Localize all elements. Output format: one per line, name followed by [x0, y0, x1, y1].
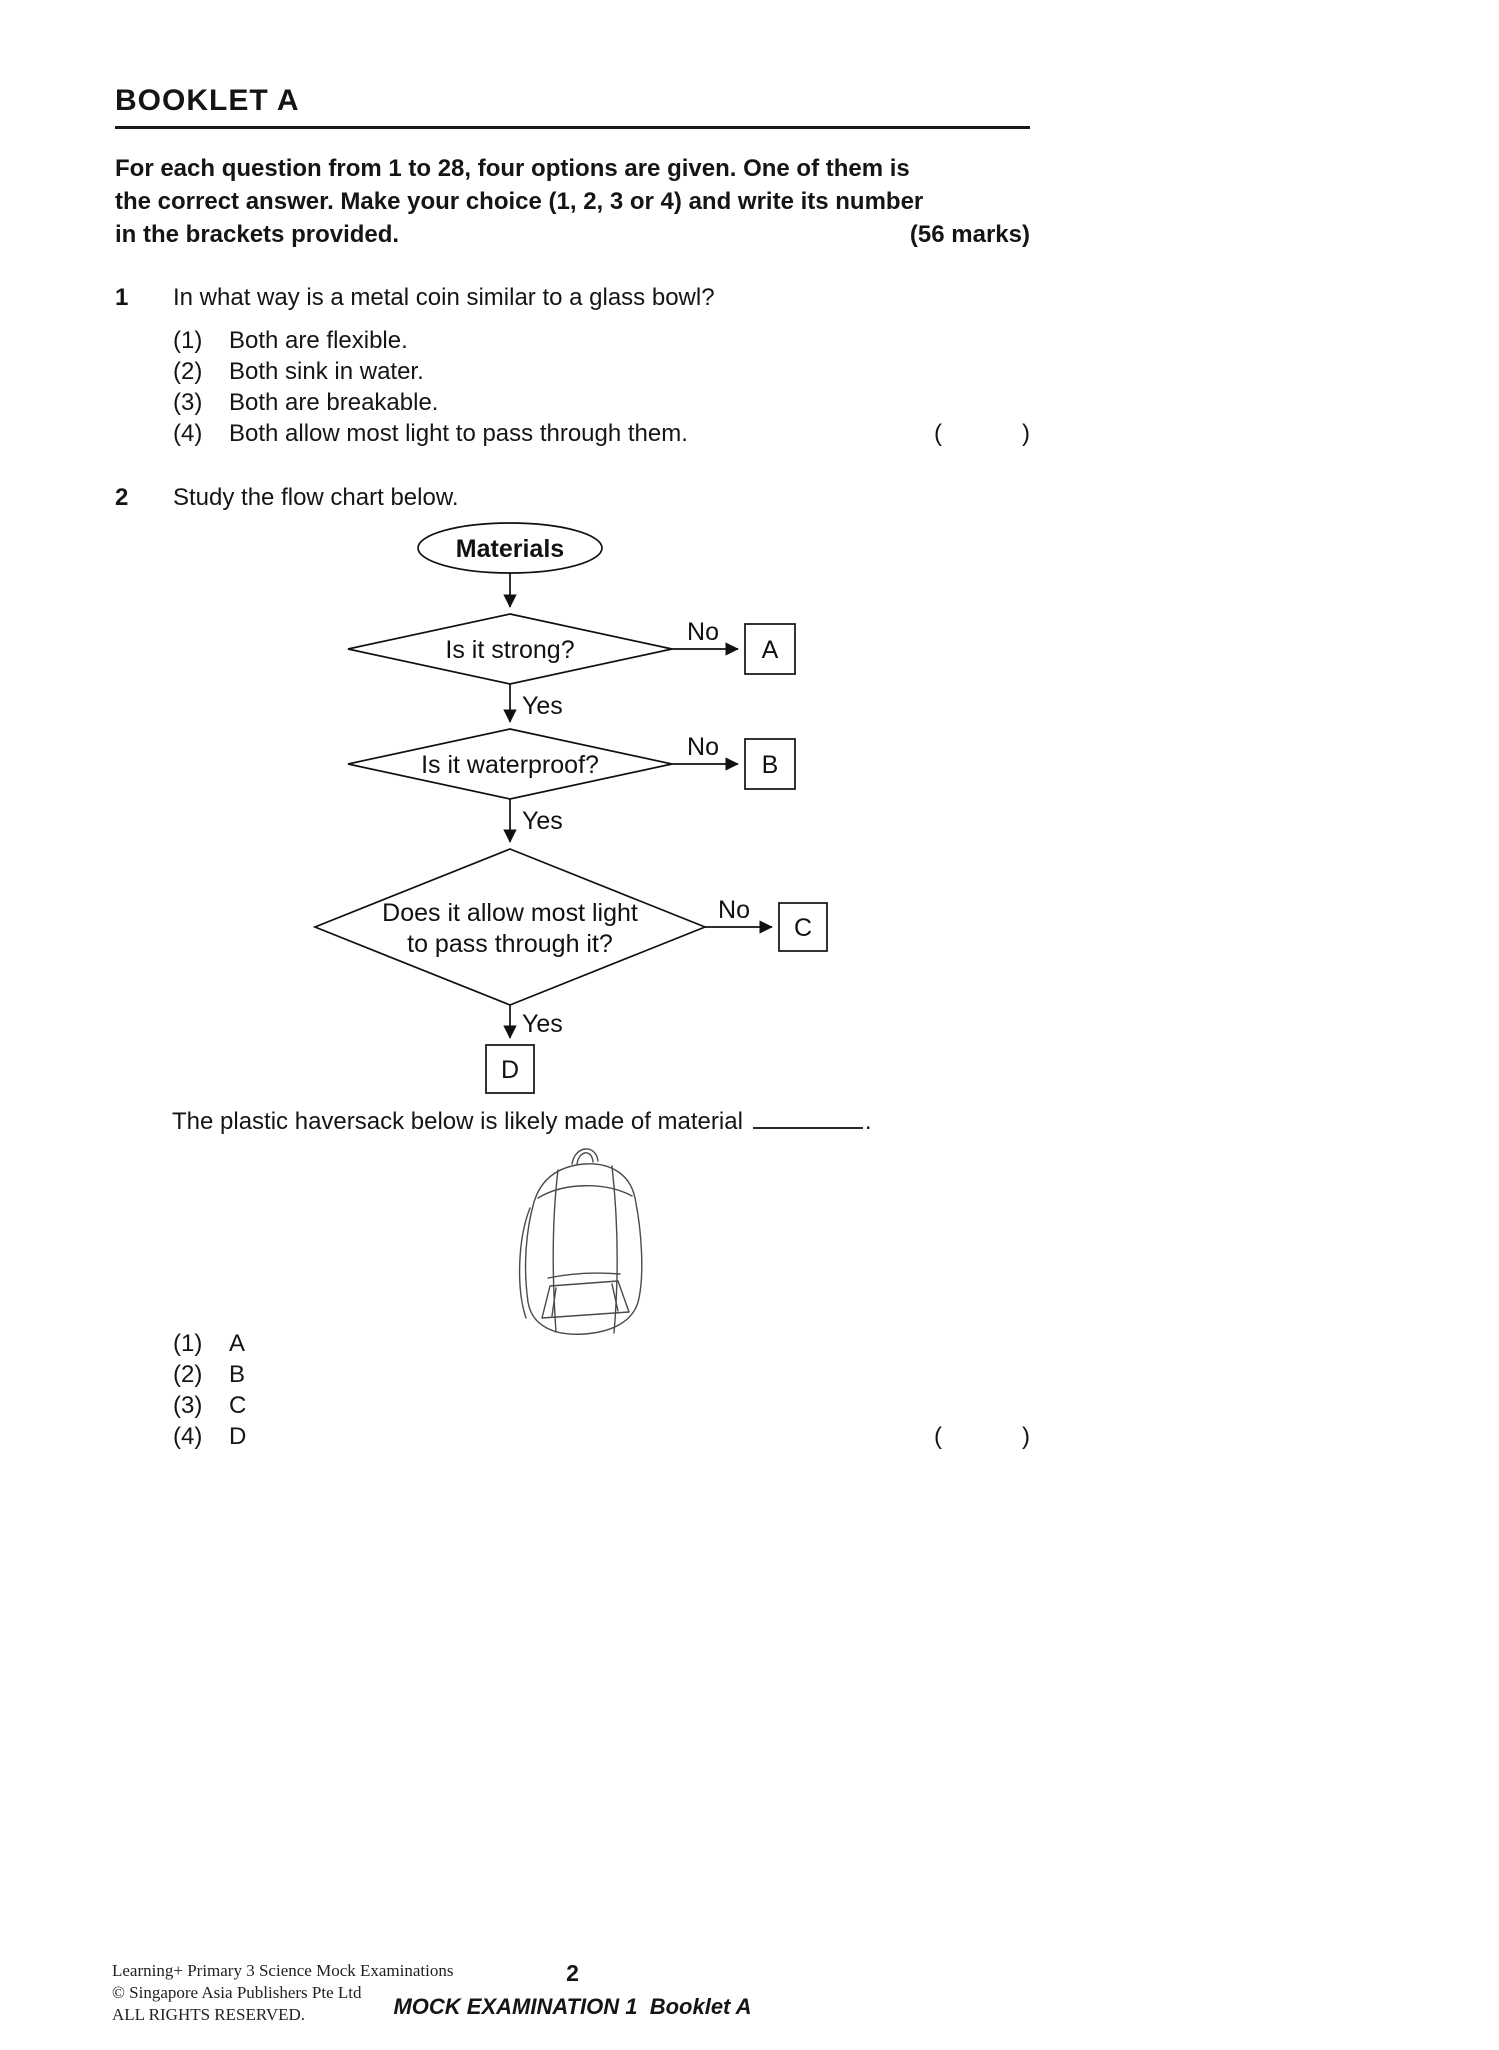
decision3-label-line2: to pass through it? — [407, 930, 613, 958]
question-1 — [115, 282, 1030, 449]
option-row — [173, 1421, 1030, 1452]
instructions-line1: For each question from 1 to 28, four options are given. One of them is — [115, 155, 910, 182]
decision3-label-line1: Does it allow most light — [382, 899, 638, 927]
option-text: Both allow most light to pass through them. — [229, 420, 688, 447]
fill-in-blank — [753, 1123, 863, 1129]
option-text: C — [229, 1392, 247, 1419]
question-1-options — [173, 325, 1030, 449]
start-label: Materials — [455, 535, 565, 563]
page-number: 2 — [566, 1960, 579, 1986]
option-text: A — [229, 1330, 246, 1357]
outcome-b-label: B — [761, 751, 779, 779]
option-row — [173, 356, 1030, 387]
question-2-number: 2 — [115, 484, 129, 511]
decision1-label: Is it strong? — [445, 636, 575, 664]
option-row — [173, 1359, 1030, 1390]
decision2-label: Is it waterproof? — [421, 751, 599, 779]
haversack-strap-right — [612, 1166, 617, 1333]
haversack-outline — [520, 1149, 642, 1334]
option-label: (3) — [173, 389, 203, 416]
marks-label: (56 marks) — [909, 221, 1030, 248]
haversack-strap-left — [553, 1170, 558, 1332]
no-label: No — [687, 618, 719, 646]
decision3-diamond — [315, 849, 705, 1005]
fill-sentence-period: . — [864, 1108, 872, 1135]
option-label: (4) — [173, 420, 203, 447]
option-row — [173, 1390, 1030, 1421]
option-text: B — [229, 1361, 246, 1388]
yes-label: Yes — [522, 807, 563, 835]
title-underline — [115, 126, 1030, 129]
option-text: Both are flexible. — [229, 327, 408, 354]
footer-line3: ALL RIGHTS RESERVED. — [112, 2005, 306, 2024]
haversack-handle — [572, 1149, 598, 1164]
footer-line1: Learning+ Primary 3 Science Mock Examinations — [112, 1961, 454, 1980]
question-1-text: In what way is a metal coin similar to a glass bowl? — [173, 284, 715, 311]
footer-line2: © Singapore Asia Publishers Pte Ltd — [112, 1983, 362, 2002]
option-row — [173, 418, 1030, 449]
haversack-handle-inner — [577, 1153, 593, 1164]
question-2-text: Study the flow chart below. — [173, 484, 459, 511]
no-label: No — [687, 733, 719, 761]
flowchart-shapes — [315, 523, 827, 1093]
no-label: No — [718, 896, 750, 924]
outcome-c-label: C — [793, 914, 813, 942]
haversack-body — [526, 1164, 642, 1334]
haversack-pocket-flap — [548, 1273, 620, 1278]
fill-sentence-text: The plastic haversack below is likely made of material — [172, 1108, 743, 1135]
option-label: (4) — [173, 1423, 203, 1450]
instructions-line2: the correct answer. Make your choice (1, 2, 3 or 4) and write its number — [115, 188, 924, 215]
haversack-image — [492, 1140, 672, 1340]
answer-brackets: ( ) — [934, 420, 1030, 447]
option-row — [173, 325, 1030, 356]
answer-brackets: ( ) — [934, 1423, 1030, 1450]
flowchart — [300, 521, 860, 1106]
option-label: (2) — [173, 358, 203, 385]
question-1-number: 1 — [115, 284, 129, 311]
option-row — [173, 1328, 1030, 1359]
option-row — [173, 387, 1030, 418]
fill-sentence — [172, 1106, 872, 1137]
question-2-options — [115, 1328, 1030, 1452]
yes-label: Yes — [522, 1010, 563, 1038]
footer-exam-label: MOCK EXAMINATION 1 Booklet A — [393, 1994, 752, 2019]
booklet-title: BOOKLET A — [115, 84, 300, 117]
flowchart-labels — [382, 535, 812, 1084]
option-label: (1) — [173, 327, 203, 354]
option-text: D — [229, 1423, 247, 1450]
outcome-d-label: D — [500, 1056, 520, 1084]
question-2 — [115, 482, 1030, 513]
outcome-a-label: A — [761, 636, 779, 664]
instructions-line3: in the brackets provided. — [115, 221, 400, 248]
option-text: Both are breakable. — [229, 389, 439, 416]
option-label: (3) — [173, 1392, 203, 1419]
instructions-block — [115, 152, 1030, 251]
option-label: (2) — [173, 1361, 203, 1388]
yes-label: Yes — [522, 692, 563, 720]
haversack-top-seam — [538, 1186, 632, 1198]
option-label: (1) — [173, 1330, 203, 1357]
option-text: Both sink in water. — [229, 358, 424, 385]
